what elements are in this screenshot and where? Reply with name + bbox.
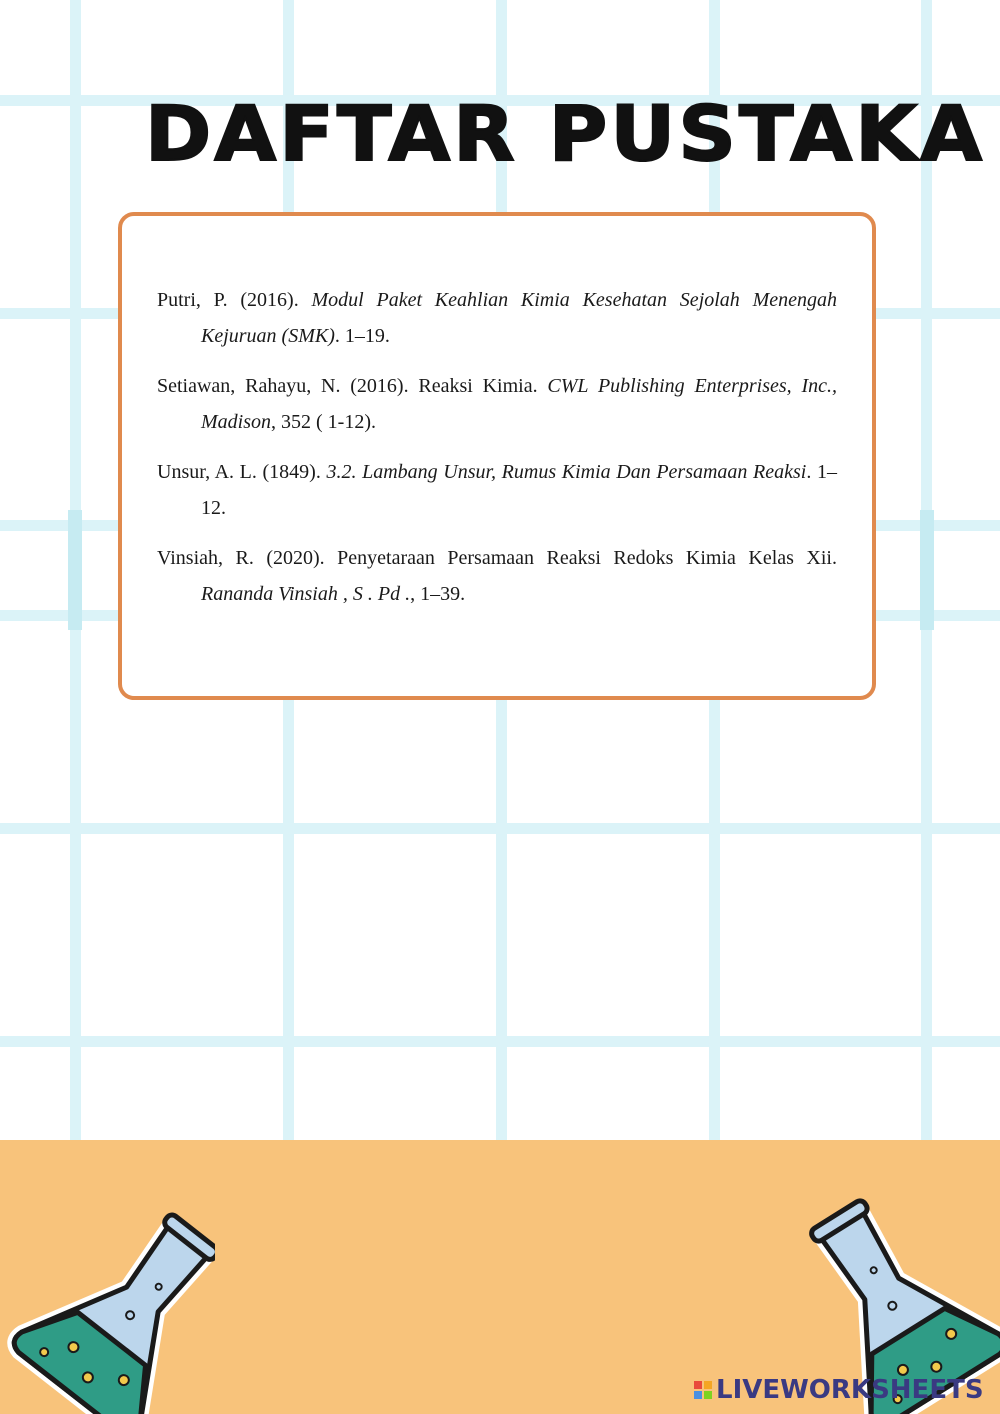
reference-item	[157, 282, 837, 354]
liveworksheets-brand	[694, 1374, 984, 1406]
liveworksheets-logo-icon	[694, 1381, 712, 1399]
reference-text: Unsur, A. L. (1849).	[157, 461, 327, 483]
reference-pages: , 1–39.	[410, 583, 466, 605]
reference-item	[157, 454, 837, 526]
reference-italic-title: CWL Publishing Enterprises, Inc., Madison	[201, 375, 837, 433]
reference-pages: . 1–19.	[334, 325, 390, 347]
page-title: DAFTAR PUSTAKA	[145, 89, 986, 178]
reference-pages: , 352 ( 1-12).	[271, 411, 376, 433]
reference-item	[157, 368, 837, 440]
references-card	[118, 212, 876, 700]
reference-text: Setiawan, Rahayu, N. (2016). Reaksi Kimia.	[157, 375, 548, 397]
brand-name: LIVEWORKSHEETS	[716, 1375, 984, 1405]
reference-italic-title: Rananda Vinsiah , S . Pd .	[201, 583, 411, 605]
reference-pages: . 1–12.	[201, 461, 837, 519]
flask-icon	[0, 1200, 215, 1414]
reference-item	[157, 540, 837, 612]
reference-italic-title: 3.2. Lambang Unsur, Rumus Kimia Dan Persamaan Reaksi	[326, 461, 807, 483]
reference-text: Vinsiah, R. (2020). Penyetaraan Persamaan Reaksi Redoks Kimia Kelas Xii.	[157, 547, 837, 569]
reference-text: Putri, P. (2016).	[157, 289, 312, 311]
reference-italic-title: Modul Paket Keahlian Kimia Kesehatan Sejolah Menengah Kejuruan (SMK)	[201, 289, 838, 347]
reference-list	[157, 282, 837, 626]
